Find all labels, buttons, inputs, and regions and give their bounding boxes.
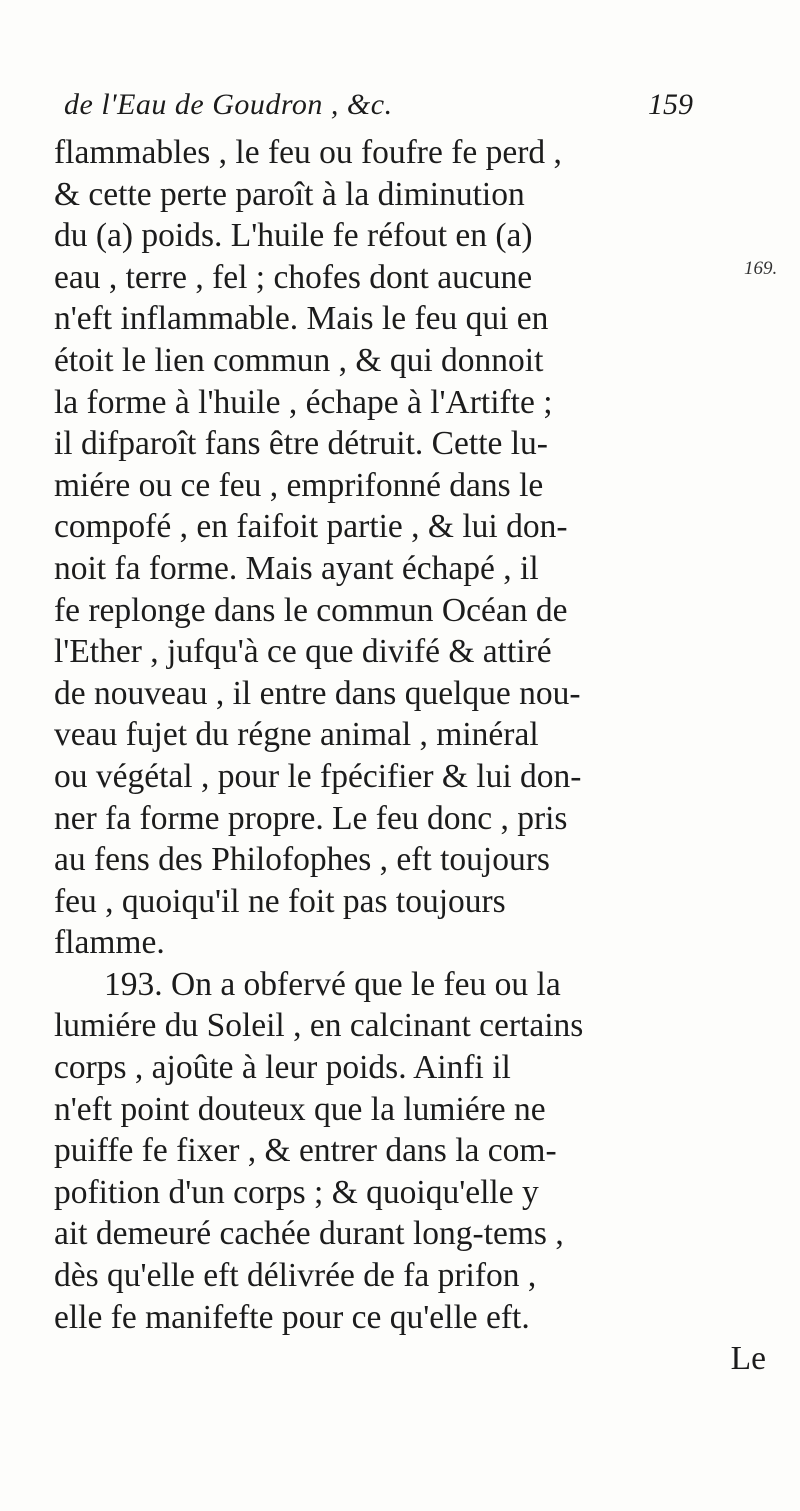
text-line: ait demeuré cachée durant long-tems , (54, 1215, 564, 1253)
catchword-row (54, 1338, 766, 1380)
text-line: lumiére du Soleil , en calcinant certains (54, 1007, 584, 1045)
catchword: Le (730, 1340, 766, 1378)
text-line: eau , terre , fel ; chofes dont aucune (54, 258, 533, 296)
text-line: n'eft inflammable. Mais le feu qui en (54, 300, 549, 338)
running-title: de l'Eau de Goudron , &c. (64, 88, 393, 121)
text-line: elle fe manifefte pour ce qu'elle eft. (54, 1298, 530, 1336)
text-line: n'eft point douteux que la lumiére ne (54, 1090, 546, 1128)
text-line: de nouveau , il entre dans quelque nou- (54, 674, 581, 712)
paragraph-start-line: 193. On a obfervé que le feu ou la (104, 965, 561, 1003)
text-line: ou végétal , pour le fpécifier & lui don- (54, 757, 582, 795)
text-line: au fens des Philofophes , eft toujours (54, 841, 550, 879)
text-line: & cette perte paroît à la diminution (54, 175, 525, 213)
margin-note: 169. (744, 258, 778, 279)
text-line: veau fujet du régne animal , minéral (54, 716, 539, 754)
page-number: 159 (648, 88, 693, 121)
text-line: la forme à l'huile , échape à l'Artifte ; (54, 383, 553, 421)
text-line: étoit le lien commun , & qui donnoit (54, 341, 544, 379)
text-line: du (a) poids. L'huile fe réfout en (a) (54, 217, 533, 255)
text-line: l'Ether , jufqu'à ce que divifé & attiré (54, 633, 552, 671)
text-line: flamme. (54, 924, 165, 962)
text-line: il difparoît fans être détruit. Cette lu- (54, 425, 548, 463)
text-line: puiffe fe fixer , & entrer dans la com- (54, 1132, 557, 1170)
text-line: corps , ajoûte à leur poids. Ainfi il (54, 1049, 511, 1087)
text-line: fe replonge dans le commun Océan de (54, 591, 568, 629)
text-line: compofé , en faifoit partie , & lui don- (54, 508, 568, 546)
text-line: miére ou ce feu , emprifonné dans le (54, 466, 544, 504)
text-line: dès qu'elle eft délivrée de fa prifon , (54, 1257, 537, 1295)
text-line: noit fa forme. Mais ayant échapé , il (54, 549, 539, 587)
text-line: feu , quoiqu'il ne foit pas toujours (54, 882, 506, 920)
page-header (64, 88, 724, 128)
text-line: pofition d'un corps ; & quoiqu'elle y (54, 1173, 539, 1211)
text-line: ner fa forme propre. Le feu donc , pris (54, 799, 568, 837)
text-line: flammables , le feu ou foufre fe perd , (54, 134, 562, 171)
